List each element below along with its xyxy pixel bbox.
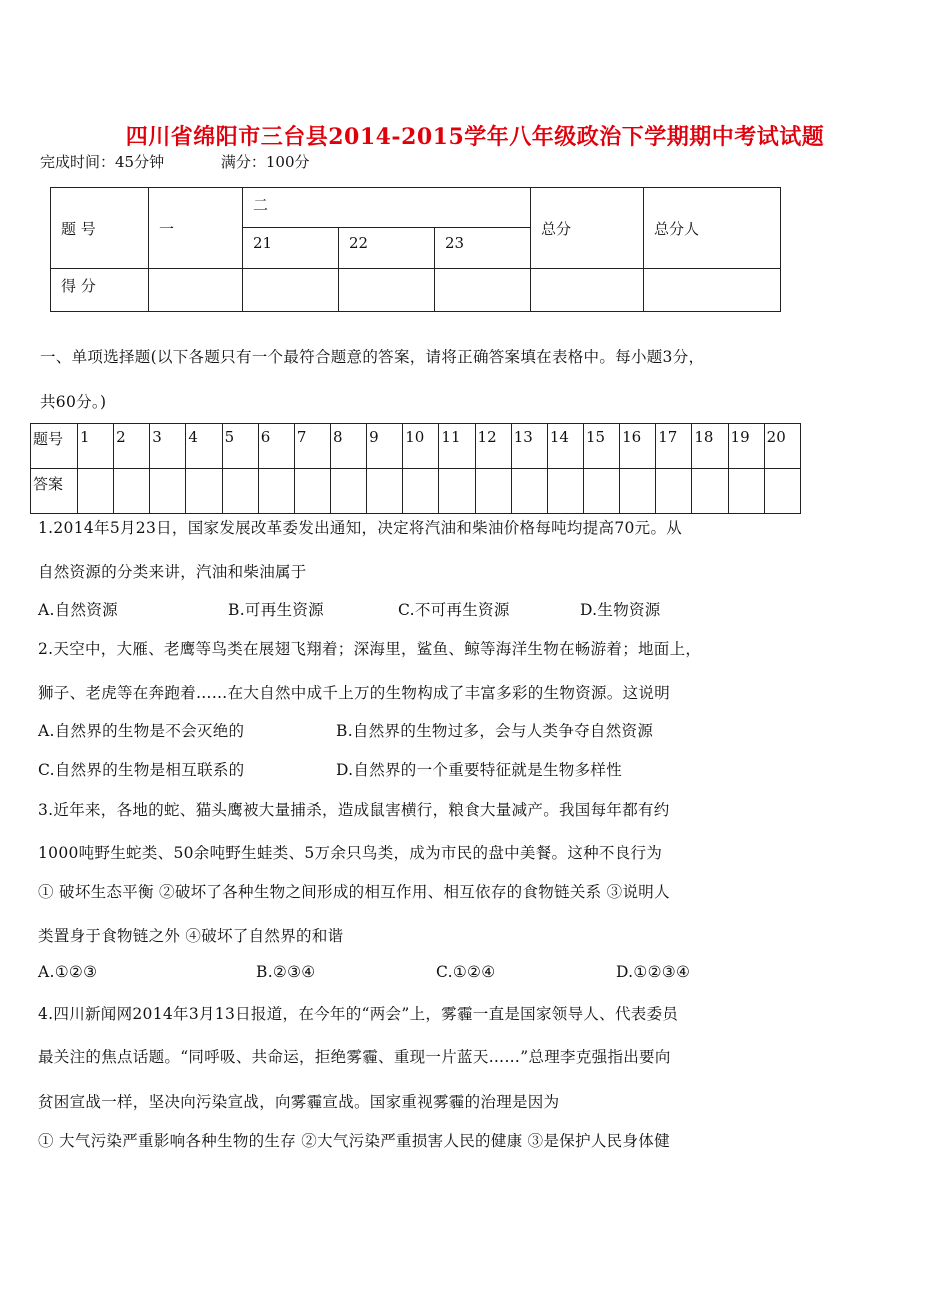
- q3-option-d[interactable]: D.①②③④: [616, 963, 691, 981]
- answer-number-2: 2: [114, 424, 150, 469]
- answer-number-18: 18: [692, 424, 728, 469]
- answer-number-7: 7: [294, 424, 330, 469]
- answer-cell-14[interactable]: [547, 469, 583, 514]
- q3-option-b[interactable]: B.②③④: [256, 963, 316, 981]
- q3-option-c[interactable]: C.①②④: [436, 963, 496, 981]
- q2-option-a[interactable]: A.自然界的生物是不会灭绝的: [38, 722, 245, 740]
- answer-number-label: 题号: [31, 424, 78, 469]
- score-cell[interactable]: [531, 269, 644, 312]
- score-header-person: 总分人: [644, 188, 781, 269]
- answer-cell-10[interactable]: [403, 469, 439, 514]
- score-sub-23: 23: [435, 228, 531, 269]
- score-cell[interactable]: [435, 269, 531, 312]
- score-sub-22: 22: [339, 228, 435, 269]
- q4-line2: 最关注的焦点话题。“同呼吸、共命运，拒绝雾霾、重现一片蓝天……”总理李克强指出要向: [38, 1048, 671, 1066]
- section1-instructions-line2: 共60分。): [40, 393, 107, 411]
- answer-cell-16[interactable]: [620, 469, 656, 514]
- q3-line1: 3.近年来，各地的蛇、猫头鹰被大量捕杀，造成鼠害横行，粮食大量减产。我国每年都有约: [38, 801, 670, 819]
- q2-line1: 2.天空中，大雁、老鹰等鸟类在展翅飞翔着；深海里，鲨鱼、鲸等海洋生物在畅游着；地面上，: [38, 640, 702, 658]
- score-row-label: 得 分: [51, 269, 149, 312]
- answer-cell-13[interactable]: [511, 469, 547, 514]
- q1-option-b[interactable]: B.可再生资源: [228, 601, 324, 619]
- answer-cell-5[interactable]: [222, 469, 258, 514]
- exam-meta: [40, 151, 362, 172]
- answer-number-5: 5: [222, 424, 258, 469]
- answer-number-17: 17: [656, 424, 692, 469]
- q3-option-a[interactable]: A.①②③: [38, 963, 98, 981]
- score-cell[interactable]: [149, 269, 243, 312]
- q1-option-d[interactable]: D.生物资源: [580, 601, 661, 619]
- answer-number-row: [31, 424, 801, 469]
- q3-line2: 1000吨野生蛇类、50余吨野生蛙类、5万余只鸟类，成为市民的盘中美餐。这种不良行为: [38, 844, 663, 862]
- answer-cell-8[interactable]: [330, 469, 366, 514]
- answer-cell-17[interactable]: [656, 469, 692, 514]
- answer-cell-1[interactable]: [78, 469, 114, 514]
- answer-cell-9[interactable]: [367, 469, 403, 514]
- score-header-number: 题 号: [51, 188, 149, 269]
- answer-table: [30, 423, 801, 514]
- score-sub-21: 21: [243, 228, 339, 269]
- score-cell[interactable]: [644, 269, 781, 312]
- answer-cell-6[interactable]: [258, 469, 294, 514]
- answer-number-12: 12: [475, 424, 511, 469]
- answer-number-13: 13: [511, 424, 547, 469]
- answer-number-16: 16: [620, 424, 656, 469]
- score-cell[interactable]: [339, 269, 435, 312]
- answer-number-14: 14: [547, 424, 583, 469]
- score-table: [50, 187, 781, 312]
- q4-line4: ① 大气污染严重影响各种生物的生存 ②大气污染严重损害人民的健康 ③是保护人民身体健: [38, 1132, 670, 1150]
- q1-line1: 1.2014年5月23日，国家发展改革委发出通知，决定将汽油和柴油价格每吨均提高70元。从: [38, 519, 683, 537]
- answer-cell-11[interactable]: [439, 469, 475, 514]
- q2-option-d[interactable]: D.自然界的一个重要特征就是生物多样性: [336, 761, 623, 779]
- q2-option-c[interactable]: C.自然界的生物是相互联系的: [38, 761, 245, 779]
- q1-line2: 自然资源的分类来讲，汽油和柴油属于: [38, 563, 307, 581]
- section1-instructions-line1: 一、单项选择题(以下各题只有一个最符合题意的答案，请将正确答案填在表格中。每小题3分，: [40, 348, 705, 366]
- answer-cell-2[interactable]: [114, 469, 150, 514]
- answer-number-19: 19: [728, 424, 764, 469]
- answer-row: [31, 469, 801, 514]
- answer-cell-7[interactable]: [294, 469, 330, 514]
- document-title: 四川省绵阳市三台县2014-2015学年八年级政治下学期期中考试试题: [125, 124, 825, 150]
- answer-number-9: 9: [367, 424, 403, 469]
- score-header-two: 二: [243, 188, 531, 228]
- answer-cell-19[interactable]: [728, 469, 764, 514]
- q3-line3: ① 破坏生态平衡 ②破坏了各种生物之间形成的相互作用、相互依存的食物链关系 ③说明人: [38, 883, 670, 901]
- answer-cell-18[interactable]: [692, 469, 728, 514]
- answer-cell-15[interactable]: [583, 469, 619, 514]
- score-cell[interactable]: [243, 269, 339, 312]
- q2-option-b[interactable]: B.自然界的生物过多，会与人类争夺自然资源: [336, 722, 654, 740]
- answer-number-3: 3: [150, 424, 186, 469]
- answer-number-1: 1: [78, 424, 114, 469]
- answer-row-label: 答案: [31, 469, 78, 514]
- q4-line1: 4.四川新闻网2014年3月13日报道，在今年的“两会”上，雾霾一直是国家领导人、代表委员: [38, 1005, 679, 1023]
- answer-number-11: 11: [439, 424, 475, 469]
- answer-number-6: 6: [258, 424, 294, 469]
- q1-option-a[interactable]: A.自然资源: [38, 601, 118, 619]
- answer-cell-20[interactable]: [764, 469, 800, 514]
- answer-number-8: 8: [330, 424, 366, 469]
- q4-line3: 贫困宣战一样，坚决向污染宣战，向雾霾宣战。国家重视雾霾的治理是因为: [38, 1093, 560, 1111]
- q3-line4: 类置身于食物链之外 ④破坏了自然界的和谐: [38, 927, 344, 945]
- answer-number-15: 15: [583, 424, 619, 469]
- exam-time: 完成时间：45分钟: [40, 153, 165, 171]
- answer-number-10: 10: [403, 424, 439, 469]
- answer-cell-3[interactable]: [150, 469, 186, 514]
- exam-full-score: 满分：100分: [220, 153, 310, 171]
- answer-cell-4[interactable]: [186, 469, 222, 514]
- q2-line2: 狮子、老虎等在奔跑着……在大自然中成千上万的生物构成了丰富多彩的生物资源。这说明: [38, 684, 671, 702]
- answer-cell-12[interactable]: [475, 469, 511, 514]
- answer-number-4: 4: [186, 424, 222, 469]
- q1-option-c[interactable]: C.不可再生资源: [398, 601, 510, 619]
- score-header-one: 一: [149, 188, 243, 269]
- answer-number-20: 20: [764, 424, 800, 469]
- score-header-total: 总分: [531, 188, 644, 269]
